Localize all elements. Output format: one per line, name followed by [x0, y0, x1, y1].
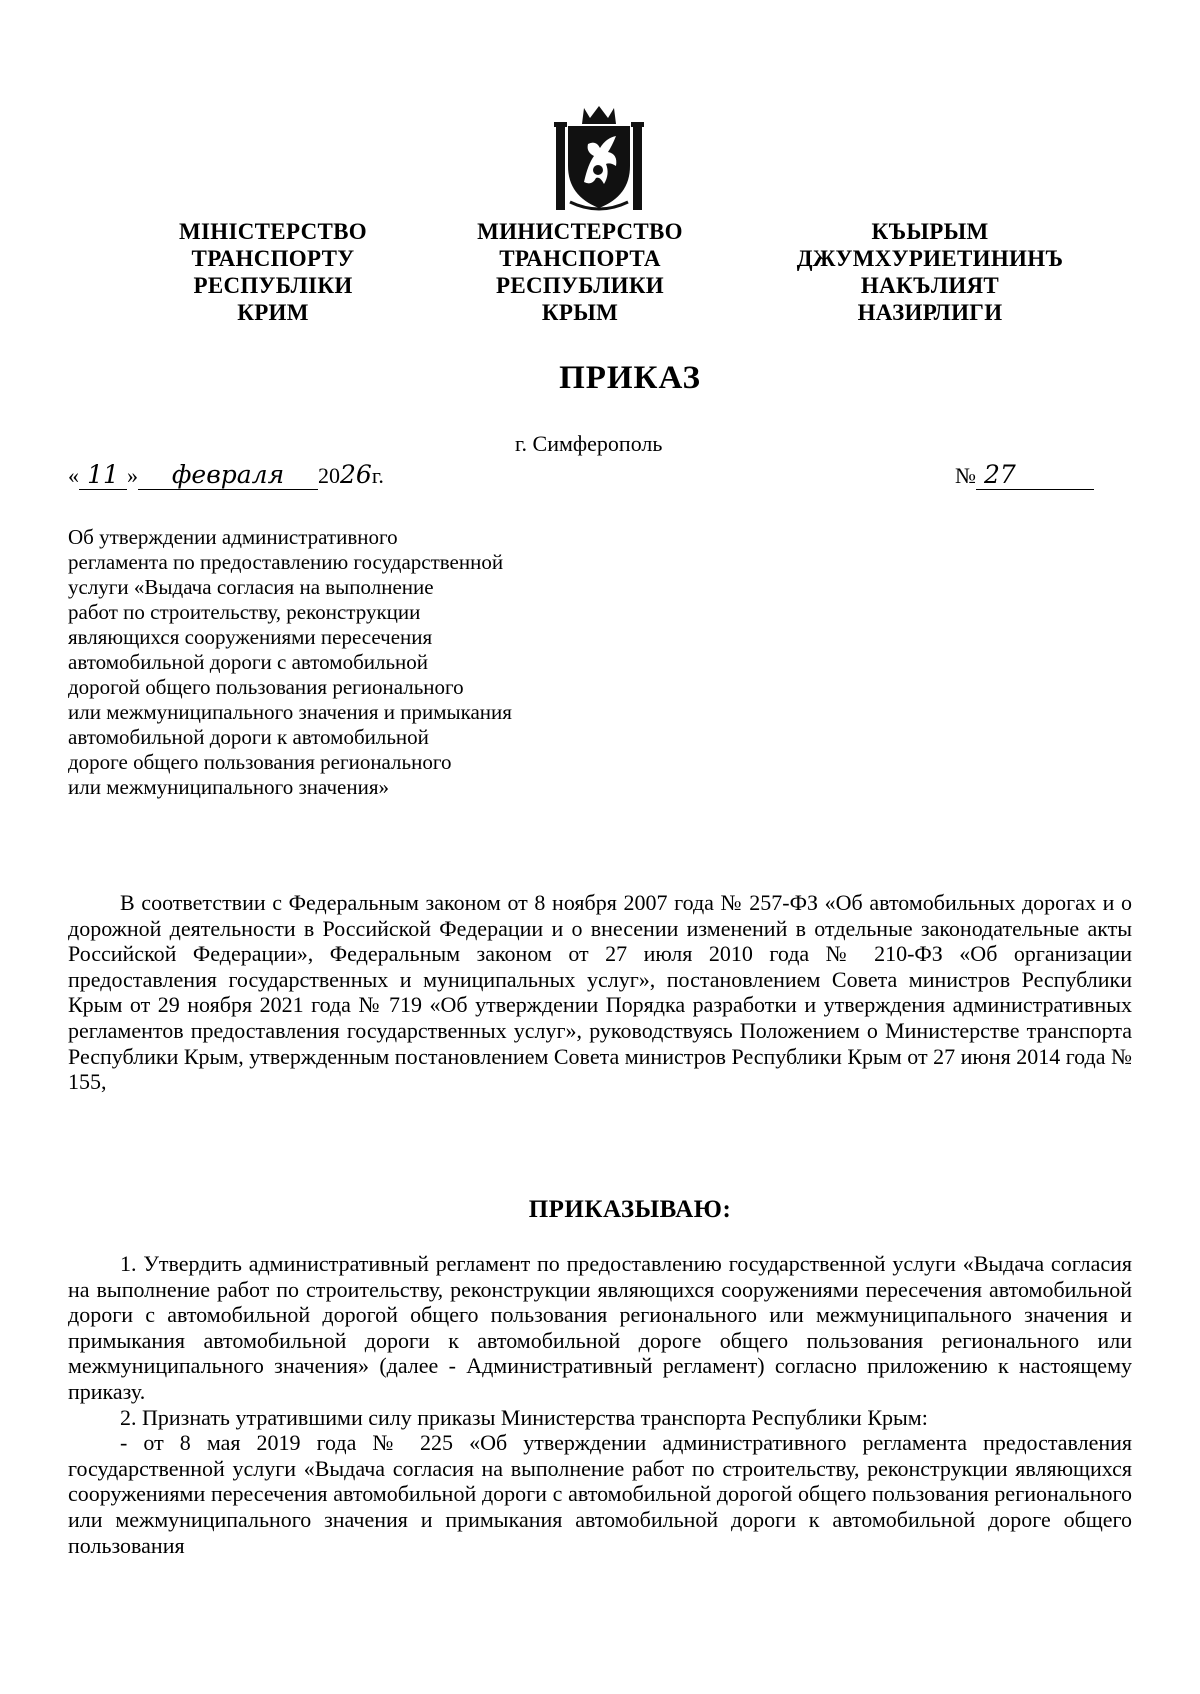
subject-line: дорогой общего пользования регионального	[68, 675, 464, 699]
coat-of-arms-icon	[554, 104, 644, 212]
document-subject	[68, 525, 628, 800]
header-left-line: МІНІСТЕРСТВО	[179, 219, 367, 244]
order-item: 2. Признать утратившими силу приказы Министерства транспорта Республики Крым:	[120, 1404, 928, 1430]
header-left-line: ТРАНСПОРТУ	[191, 246, 355, 271]
header-russian	[440, 218, 720, 326]
number-label: №	[955, 463, 976, 488]
date-year-prefix: 20	[318, 463, 340, 488]
header-right-line: ДЖУМХУРИЕТИНИНЪ	[796, 246, 1064, 271]
preamble-paragraph: В соответствии с Федеральным законом от 8 ноября 2007 года № 257-ФЗ «Об автомобильных дорогах и о дорожной деятельности в Российской Федерации и о внесении изменений в отдельные законодательные акты Российской Федерации», Федеральным законом от 27 июля 2010 года № 210-ФЗ «Об организации предоставления государственных и муниципальных услуг», постановлением Совета министров Республики Крым от 29 ноября 2021 года № 719 «Об утверждении Порядка разработки и утверждения административных регламентов предоставления государственных услуг», руководствуясь Положением о Министерстве транспорта Республики Крым, утвержденным постановлением Совета министров Республики Крым от 27 июня 2014 года № 155,	[68, 890, 1132, 1095]
order-item: - от 8 мая 2019 года № 225 «Об утверждении административного регламента предоставления государственной услуги «Выдача согласия на выполнение работ по строительству, реконструкции являющихся сооружениями пересечения автомобильной дороги с автомобильной дорогой общего пользования регионального или межмуниципального значения и примыкания автомобильной дороги к автомобильной дороге общего пользования	[68, 1430, 1132, 1558]
order-heading: ПРИКАЗЫВАЮ:	[528, 1196, 732, 1223]
document-date	[68, 460, 384, 490]
subject-line: услуги «Выдача согласия на выполнение	[68, 575, 434, 599]
date-day: 11	[79, 460, 127, 490]
city: г. Симферополь	[515, 431, 663, 456]
subject-line: Об утверждении административного	[68, 525, 398, 549]
document-number	[955, 460, 1094, 490]
header-center-line: ТРАНСПОРТА	[499, 246, 661, 271]
order-item: 1. Утвердить административный регламент по предоставлению государственной услуги «Выдача согласия на выполнение работ по строительству, реконструкции являющихся сооружениями пересечения автомобильной дороги с автомобильной дорогой общего пользования регионального или межмуниципального значения и примыкания автомобильной дороги к автомобильной дороге общего пользования регионального или межмуниципального значения» (далее - Административный регламент) согласно приложению к настоящему приказу.	[68, 1251, 1132, 1404]
subject-line: автомобильной дороги с автомобильной	[68, 650, 429, 674]
date-year-suffix: 26	[340, 460, 372, 489]
header-crimean-tatar	[775, 218, 1085, 326]
subject-line: регламента по предоставлению государственной	[68, 550, 504, 574]
header-center-line: МИНИСТЕРСТВО	[477, 219, 683, 244]
preamble	[68, 890, 1132, 1095]
subject-line: или межмуниципального значения и примыкания	[68, 700, 512, 724]
header-center-line: РЕСПУБЛИКИ	[496, 273, 664, 298]
date-year-unit: г.	[371, 463, 384, 488]
date-open-quote: «	[68, 463, 79, 488]
document-title: ПРИКАЗ	[559, 360, 701, 396]
subject-line: дороге общего пользования регионального	[68, 750, 452, 774]
header-right-line: НАЗИРЛИГИ	[857, 300, 1003, 325]
number-value: 27	[976, 460, 1094, 490]
subject-line: автомобильной дороги к автомобильной	[68, 725, 429, 749]
header-left-line: РЕСПУБЛІКИ	[193, 273, 353, 298]
header-left-line: КРИМ	[237, 300, 309, 325]
order-items	[68, 1251, 1132, 1558]
date-close-quote: »	[127, 463, 138, 488]
header-center-line: КРЫМ	[541, 300, 619, 325]
header-right-line: КЪЫРЫМ	[871, 219, 989, 244]
subject-line: являющихся сооружениями пересечения	[68, 625, 433, 649]
date-month: февраля	[138, 460, 318, 490]
subject-line: работ по строительству, реконструкции	[68, 600, 421, 624]
header-right-line: НАКЪЛИЯТ	[860, 273, 1000, 298]
header-ukrainian	[133, 218, 413, 326]
subject-line: или межмуниципального значения»	[68, 775, 389, 799]
